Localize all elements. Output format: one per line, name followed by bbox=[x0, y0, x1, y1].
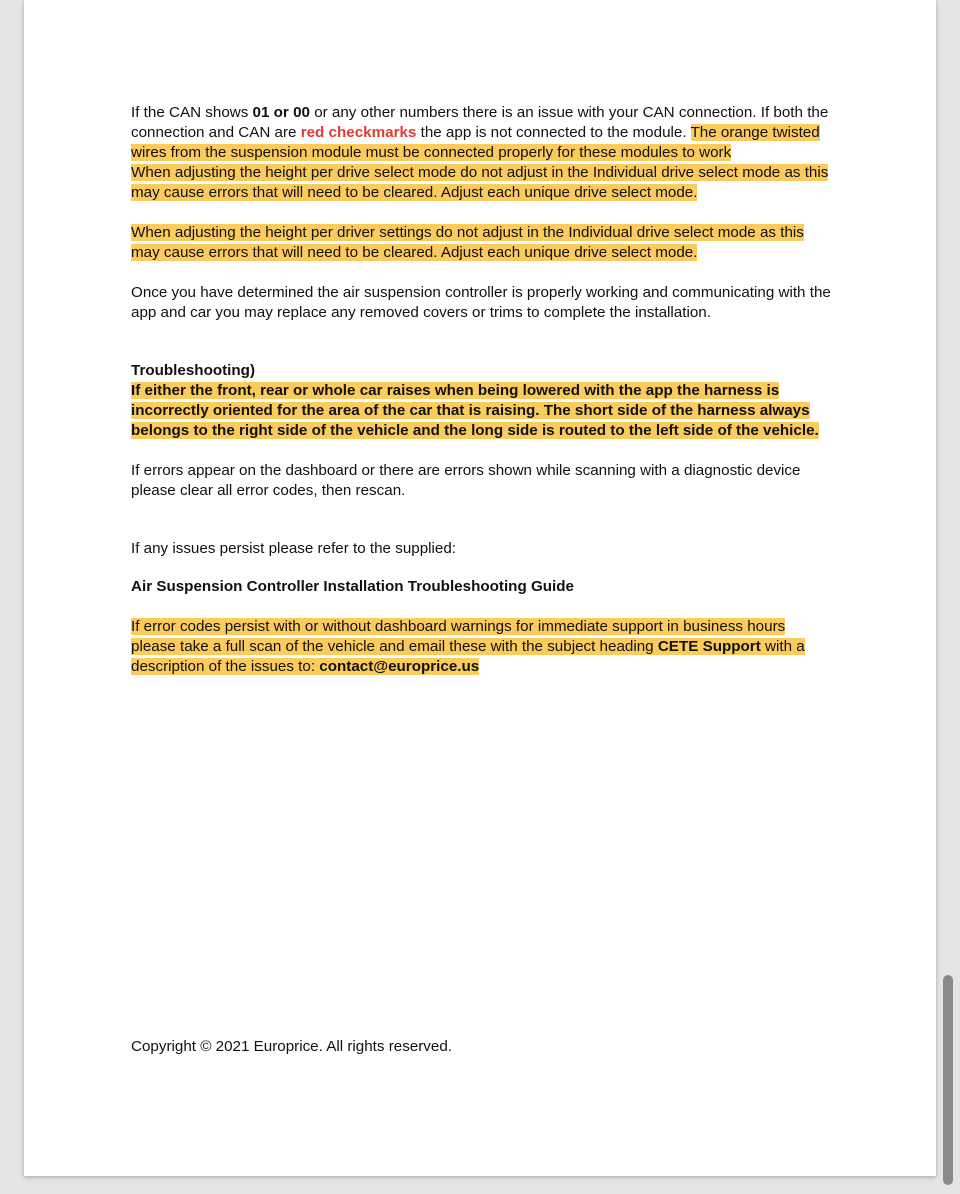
text-run: If the CAN shows bbox=[131, 104, 253, 121]
text-run: the app is not connected to the module. bbox=[416, 124, 691, 141]
support-paragraph bbox=[131, 617, 833, 677]
troubleshooting-heading: Troubleshooting) bbox=[131, 362, 256, 379]
cete-support-text: CETE Support bbox=[657, 638, 761, 655]
refer-paragraph: If any issues persist please refer to the supplied: bbox=[131, 540, 457, 557]
guide-title: Air Suspension Controller Installation Troubleshooting Guide bbox=[131, 578, 574, 595]
can-status-paragraph bbox=[131, 103, 833, 203]
troubleshooting-paragraph bbox=[131, 381, 833, 441]
installation-complete-paragraph: Once you have determined the air suspension controller is properly working and communicating with the app and car you may replace any removed covers or trims to complete the installation. bbox=[131, 284, 831, 321]
page-content bbox=[131, 103, 833, 677]
driver-settings-highlight: When adjusting the height per driver settings do not adjust in the Individual drive select mode as this may cause errors that will need to be cleared. Adjust each unique drive select mode. bbox=[131, 224, 804, 261]
copyright-footer: Copyright © 2021 Europrice. All rights reserved. bbox=[131, 1038, 452, 1055]
red-checkmarks-text: red checkmarks bbox=[300, 124, 417, 141]
orange-wires-highlight: The orange twisted wires from the suspension module must be connected properly for these modules to work bbox=[131, 124, 820, 161]
text-run: or any other numbers there is an issue with your CAN connection. If both the connection and CAN are bbox=[131, 104, 829, 141]
support-email[interactable]: contact@europrice.us bbox=[319, 658, 480, 675]
text-run: with a description of the issues to: bbox=[131, 638, 805, 675]
text-run: If error codes persist with or without dashboard warnings for immediate support in business hours please take a full scan of the vehicle and email these with the subject heading bbox=[131, 618, 786, 655]
document-page bbox=[24, 0, 936, 1176]
harness-orientation-highlight: If either the front, rear or whole car raises when being lowered with the app the harness is incorrectly oriented for the area of the car that is raising. The short side of the harness always belongs to the right side of the vehicle and the long side is routed to the left side of the vehicle. bbox=[131, 382, 819, 439]
drive-select-warning-highlight: When adjusting the height per drive select mode do not adjust in the Individual drive select mode as this may cause errors that will need to be cleared. Adjust each unique drive select mode. bbox=[131, 164, 829, 201]
can-code-text: 01 or 00 bbox=[252, 104, 310, 121]
support-highlight bbox=[131, 618, 805, 675]
driver-settings-paragraph bbox=[131, 223, 833, 263]
vertical-scrollbar[interactable] bbox=[943, 975, 953, 1185]
errors-paragraph: If errors appear on the dashboard or there are errors shown while scanning with a diagnostic device please clear all error codes, then rescan. bbox=[131, 462, 801, 499]
